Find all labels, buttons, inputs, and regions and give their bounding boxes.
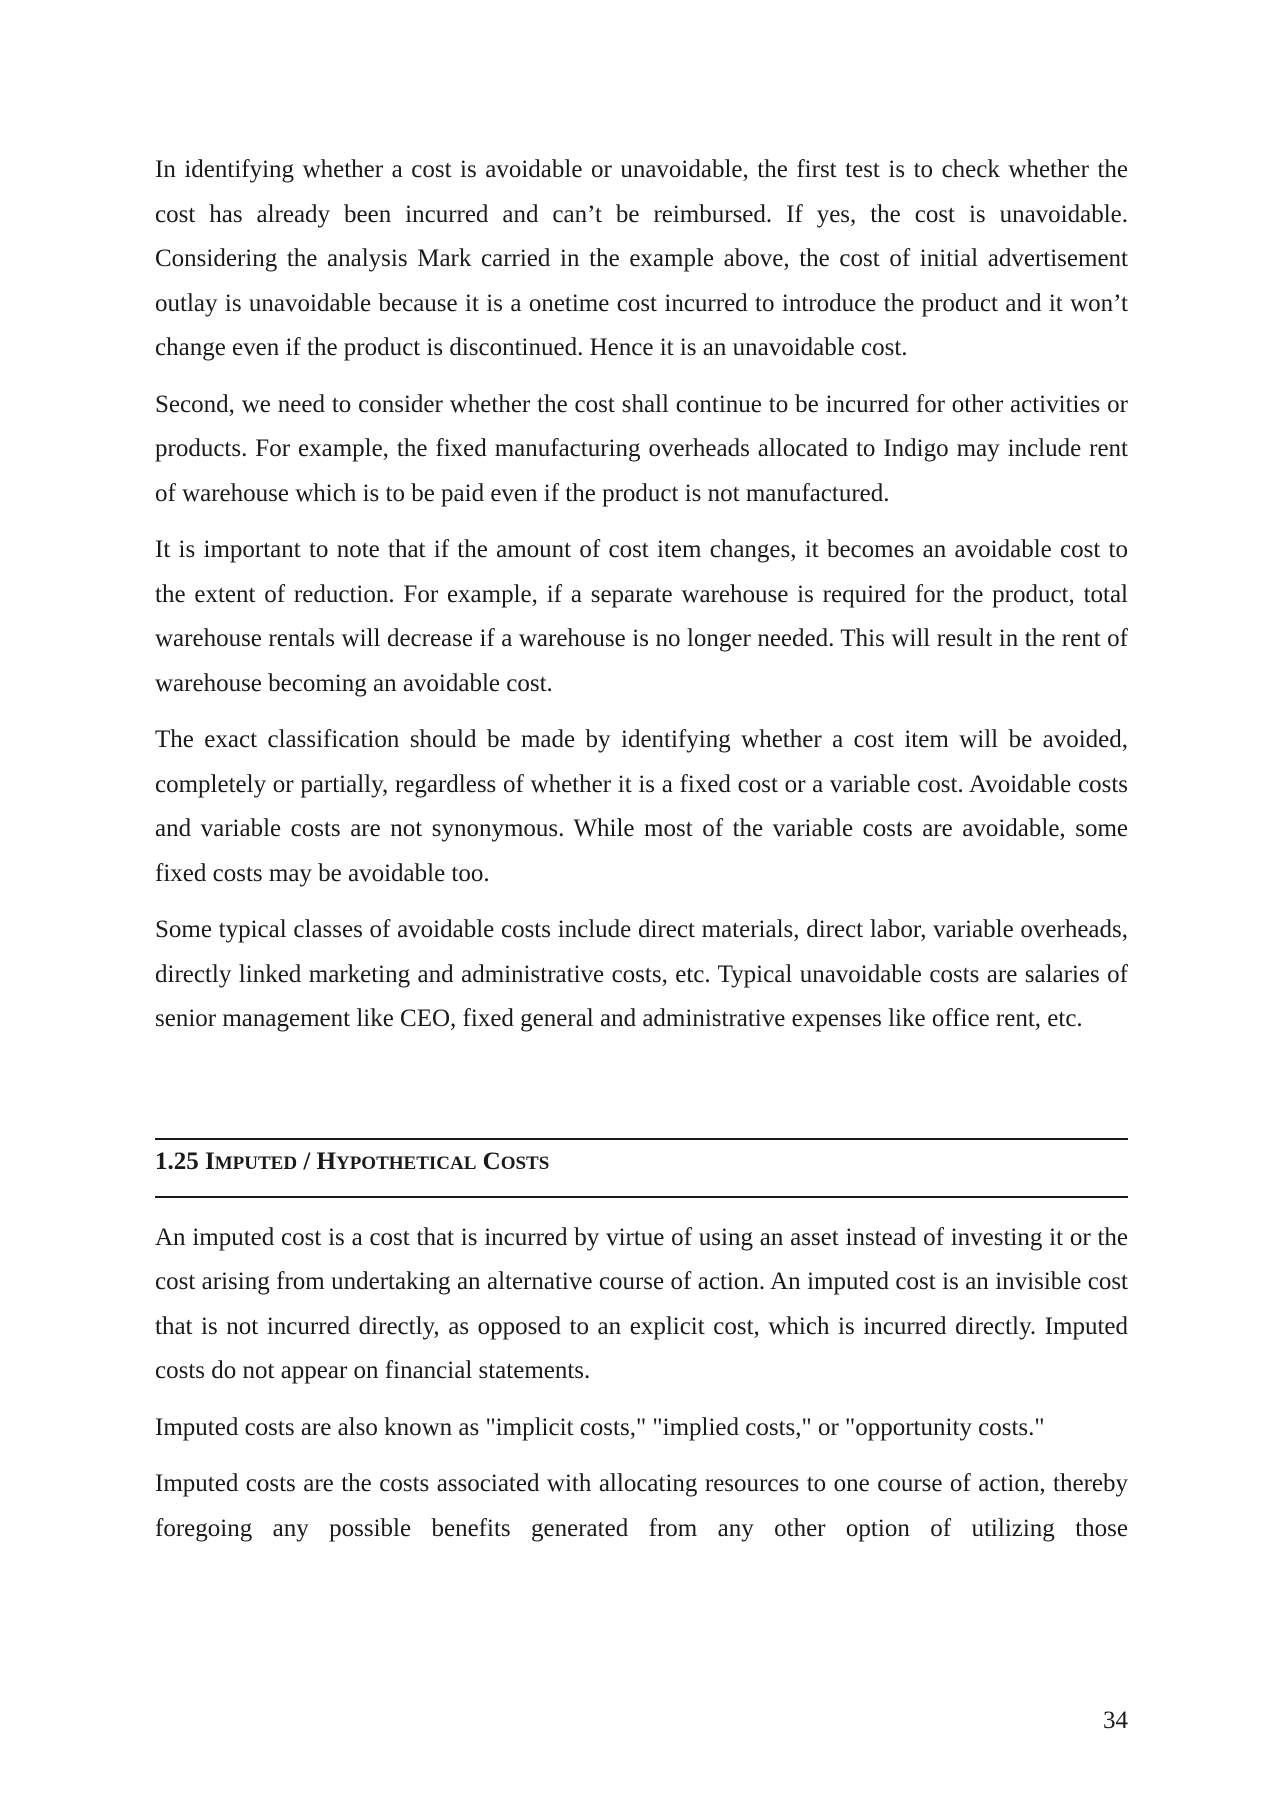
paragraph-imputed-aliases: Imputed costs are also known as "implicit costs," "implied costs," or "opportunity costs." [155, 1413, 1045, 1441]
page-number: 34 [1103, 1707, 1128, 1734]
section-heading-block [155, 1138, 1128, 1198]
page-content [155, 148, 1128, 1563]
paragraph-imputed-allocation: Imputed costs are the costs associated with allocating resources to one course of action, thereby foregoing any possible benefits generated from any other option of utilizing those [155, 1470, 1128, 1542]
paragraph-cost-changes: It is important to note that if the amount of cost item changes, it becomes an avoidable cost to the extent of reduction. For example, if a separate warehouse is required for the product, total warehouse rentals will decrease if a warehouse is no longer needed. This will result in the rent of warehouse becoming an avoidable cost. [155, 536, 1128, 697]
section-heading: 1.25 IMPUTED / HYPOTHETICAL COSTS [155, 1147, 550, 1175]
paragraph-continue-incurred: Second, we need to consider whether the cost shall continue to be incurred for other activities or products. For example, the fixed manufacturing overheads allocated to Indigo may include rent of warehouse which is to be paid even if the product is not manufactured. [155, 390, 1128, 507]
paragraph-typical-classes: Some typical classes of avoidable costs include direct materials, direct labor, variable overheads, directly linked marketing and administrative costs, etc. Typical unavoidable costs are salaries of senior management like CEO, fixed general and administrative expenses like office rent, etc. [155, 916, 1128, 1032]
paragraph-imputed-definition: An imputed cost is a cost that is incurred by virtue of using an asset instead of investing it or the cost arising from undertaking an alternative course of action. An imputed cost is an invisible cost that is not incurred directly, as opposed to an explicit cost, which is incurred directly. Imputed costs do not appear on financial statements. [155, 1223, 1128, 1384]
paragraph-classification: The exact classification should be made by identifying whether a cost item will be avoided, completely or partially, regardless of whether it is a fixed cost or a variable cost. Avoidable costs and variable costs are not synonymous. While most of the variable costs are avoidable, some fixed costs may be avoidable too. [155, 726, 1128, 887]
paragraph-avoidable-test: In identifying whether a cost is avoidable or unavoidable, the first test is to check whether the cost has already been incurred and can’t be reimbursed. If yes, the cost is unavoidable. Considering the analysis Mark carried in the example above, the cost of initial advertisement outlay is unavoidable because it is a onetime cost incurred to introduce the product and it won’t change even if the product is discontinued. Hence it is an unavoidable cost. [155, 156, 1128, 361]
section-number: 1.25 [155, 1147, 199, 1175]
